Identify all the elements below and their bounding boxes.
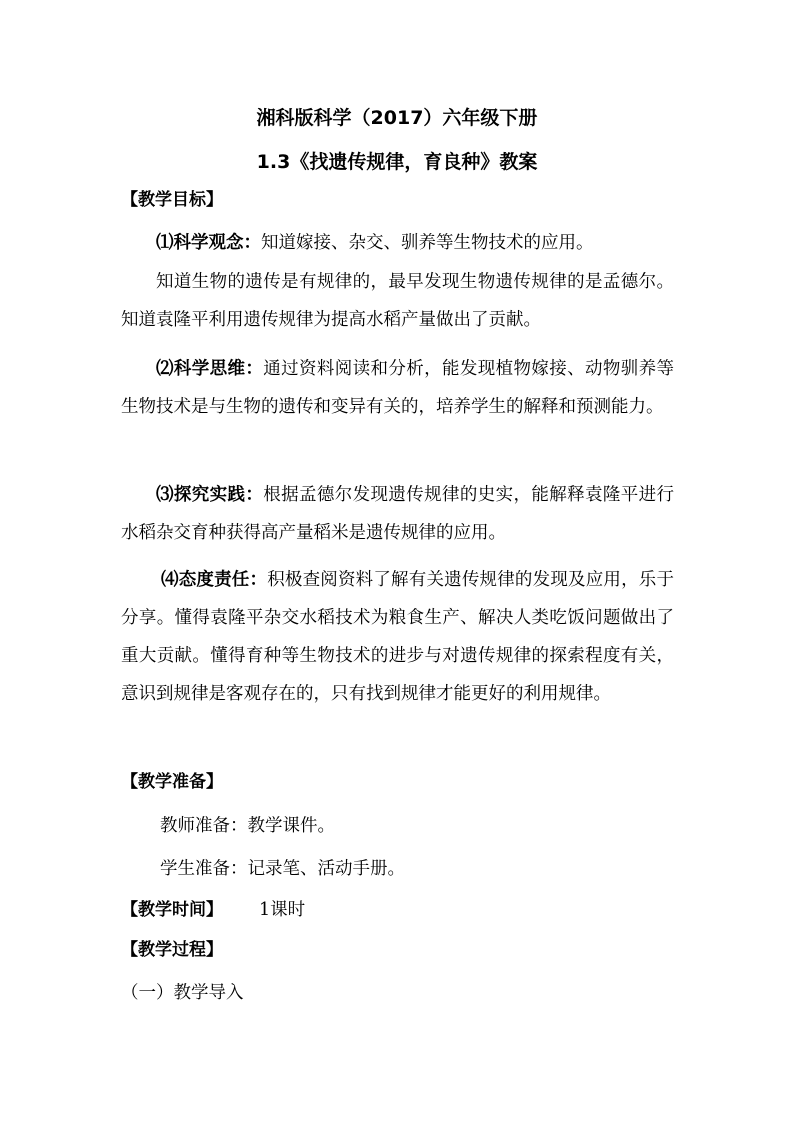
student-preparation: 学生准备：记录笔、活动手册。: [160, 859, 405, 879]
objective-text: 知道嫁接、杂交、驯养等生物技术的应用。: [261, 233, 594, 253]
objective-text: 根据孟德尔发现遗传规律的史实，能解释袁隆平进行水稻杂交育种获得高产量稻米是遗传规律的应用。: [121, 485, 674, 543]
objective-label: ⑷态度责任：: [161, 570, 268, 590]
objective-attitude-responsibility: [121, 561, 674, 713]
objective-science-thinking: [121, 350, 674, 426]
objectives-heading: 【教学目标】: [121, 190, 223, 210]
document-title: 湘科版科学（2017）六年级下册: [256, 107, 538, 129]
objective-text: 通过资料阅读和分析，能发现植物嫁接、动物驯养等生物技术是与生物的遗传和变异有关的，培养学生的解释和预测能力。: [121, 359, 674, 417]
objective-text: 积极查阅资料了解有关遗传规律的发现及应用，乐于分享。懂得袁隆平杂交水稻技术为粮食生产、解决人类吃饭问题做出了重大贡献。懂得育种等生物技术的进步与对遗传规律的探索程度有关，意识到规律是客观存在的，只有找到规律才能更好的利用规律。: [121, 570, 675, 704]
objective-science-concept-detail: [121, 263, 674, 339]
process-heading: 【教学过程】: [121, 940, 223, 960]
time-value: 1课时: [259, 900, 306, 920]
process-section-intro: （一）教学导入: [121, 983, 244, 1003]
objective-label: ⑵科学思维：: [156, 359, 264, 379]
objective-label: ⑶探究实践：: [156, 485, 264, 505]
preparation-heading: 【教学准备】: [121, 772, 223, 792]
objective-text: 知道生物的遗传是有规律的，最早发现生物遗传规律的是孟德尔。知道袁隆平利用遗传规律为提高水稻产量做出了贡献。: [121, 272, 674, 330]
document-subtitle: 1.3《找遗传规律，育良种》教案: [256, 151, 538, 173]
objective-label: ⑴科学观念：: [156, 233, 261, 253]
time-heading: 【教学时间】: [121, 900, 223, 920]
objective-science-concept: [121, 224, 674, 262]
objective-inquiry-practice: [121, 476, 674, 552]
teacher-preparation: 教师准备：教学课件。: [160, 816, 335, 836]
